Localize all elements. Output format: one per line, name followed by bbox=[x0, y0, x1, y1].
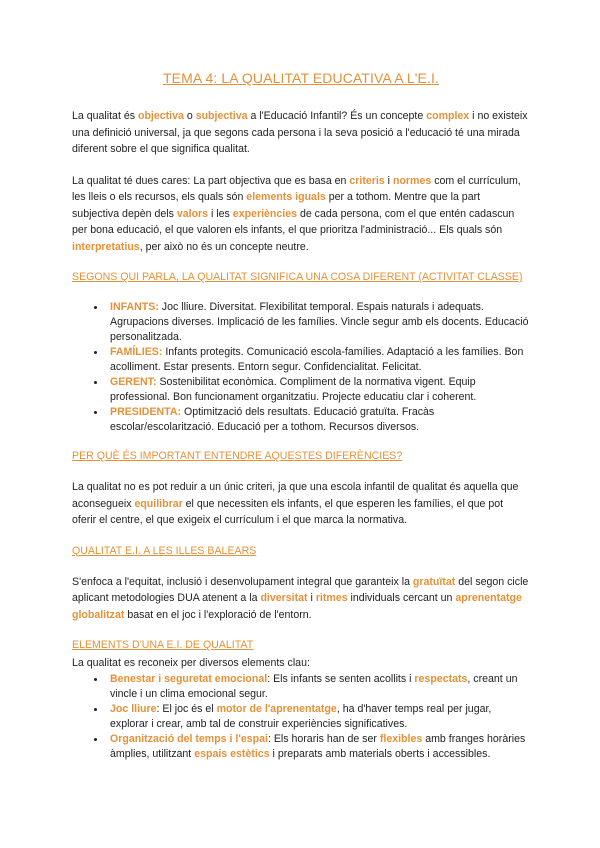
text-run: : Els horaris han de ser bbox=[267, 732, 380, 745]
text-run: de cada persona, com el que entén cadascun per bona educació, el que valoren els infants, el que prioritza l'administració... Els quals són bbox=[72, 207, 515, 236]
highlight-benestar: Benestar i seguretat emocional bbox=[110, 672, 268, 685]
text-run: i preparats amb materials oberts i accessibles. bbox=[269, 747, 491, 760]
importance-paragraph bbox=[72, 479, 530, 529]
text-run: i les bbox=[208, 207, 233, 220]
section-heading-elements: ELEMENTS D'UNA E.I. DE QUALITAT bbox=[72, 639, 254, 651]
highlight-ritmes: ritmes bbox=[315, 592, 348, 604]
text-run: amb franges horàries àmplies, utilitzant bbox=[110, 732, 526, 760]
highlight-objectiva: objectiva bbox=[137, 110, 184, 122]
list-item bbox=[106, 375, 530, 405]
text-run: per a tothom. Mentre que la part subjectiva depèn dels bbox=[72, 191, 481, 220]
text-run: i no existeix una definició universal, ja que segons cada persona i la seva posició a l'educació té una mirada diferent sobre el que significa qualitat. bbox=[72, 110, 528, 155]
highlight-motor: motor de l'aprenentatge bbox=[216, 702, 337, 715]
list-item bbox=[106, 732, 530, 762]
list-item-label: FAMÍLIES bbox=[110, 346, 159, 358]
section-heading-segons-qui-parla: SEGONS QUI PARLA, LA QUALITAT SIGNIFICA UNA COSA DIFERENT (ACTIVITAT CLASSE) bbox=[72, 271, 523, 283]
colon: : bbox=[158, 346, 163, 358]
text-run: , creant un vincle i un clima emocional segur. bbox=[110, 672, 518, 700]
text-run: o bbox=[183, 110, 196, 122]
text-run: i bbox=[307, 592, 316, 604]
list-item bbox=[106, 300, 530, 345]
list-item-label: INFANTS bbox=[110, 301, 156, 313]
list-item bbox=[106, 405, 530, 435]
list-item-label: PRESIDENTA bbox=[110, 406, 178, 418]
highlight-diversitat: diversitat bbox=[260, 592, 308, 604]
highlight-joc-lliure: Joc lliure bbox=[110, 702, 157, 715]
text-run: : Els infants se senten acollits i bbox=[267, 672, 415, 685]
list-item-text: Optimització dels resultats. Educació gratuïta. Fracàs escolar/escolarització. Educació per a tothom. Recursos diversos. bbox=[110, 406, 435, 433]
list-item bbox=[106, 345, 530, 375]
colon: : bbox=[152, 376, 157, 388]
text-run: : El joc és el bbox=[156, 702, 217, 715]
text-run: La qualitat no es pot reduir a un únic criteri, ja que una escola infantil de qualitat és aquella que aconsegueix bbox=[72, 481, 519, 510]
text-run: La qualitat és bbox=[72, 110, 138, 122]
highlight-criteris: criteris bbox=[349, 174, 385, 187]
list-item-text: Infants protegits. Comunicació escola-famílies. Adaptació a les famílies. Bon acolliment. Estar presents. Entorn segur. Confidencialitat. Felicitat. bbox=[110, 346, 524, 373]
list-item bbox=[106, 672, 530, 702]
balears-paragraph bbox=[72, 574, 530, 624]
list-item bbox=[106, 702, 530, 732]
text-run: el que necessiten els infants, el que esperen les famílies, el que pot oferir el centre, el que exigeix el currículum i el que marca la normativa. bbox=[72, 497, 504, 526]
text-run: , per això no és un concepte neutre. bbox=[139, 240, 309, 253]
highlight-aprenentatge-globalitzat: aprenentatge globalitzat bbox=[72, 592, 522, 621]
highlight-elements-iguals: elements iguals bbox=[246, 191, 326, 203]
colon: : bbox=[177, 406, 182, 418]
highlight-respectats: respectats bbox=[414, 672, 468, 685]
text-run: del segon cicle aplicant metodologies DUA atenent a la bbox=[72, 575, 529, 604]
section-heading-illes-balears: QUALITAT E.I. A LES ILLES BALEARS bbox=[72, 544, 257, 557]
highlight-gratuitat: gratuïtat bbox=[412, 575, 456, 588]
highlight-subjectiva: subjectiva bbox=[195, 110, 248, 122]
highlight-valors: valors bbox=[176, 207, 209, 220]
highlight-complex: complex bbox=[426, 110, 470, 122]
text-run: La qualitat té dues cares: La part objectiva que es basa en bbox=[72, 174, 350, 187]
highlight-equilibrar: equilibrar bbox=[134, 497, 183, 510]
highlight-flexibles: flexibles bbox=[379, 732, 423, 745]
text-run: com el currículum, les lleis o els recursos, els quals són bbox=[72, 174, 521, 203]
quality-elements-list bbox=[72, 672, 530, 762]
highlight-espais-estetics: espais estètics bbox=[194, 747, 270, 760]
highlight-organitzacio: Organització del temps i l'espai bbox=[110, 732, 268, 745]
text-run: , ha d'haver temps real per jugar, explorar i crear, amb tal de construir experiències significatives. bbox=[110, 702, 492, 730]
text-run: a l'Educació Infantil? És un concepte bbox=[247, 110, 427, 122]
intro-paragraph bbox=[72, 108, 530, 158]
list-item-text: Joc lliure. Diversitat. Flexibilitat temporal. Espais naturals i adequats. Agrupacions diverses. Implicació de les famílies. Vincle segur amb els docents. Educació personalitzada. bbox=[110, 301, 529, 343]
list-item-text: Sostenibilitat econòmica. Compliment de la normativa vigent. Equip professional. Bon funcionament organitzatiu. Projecte educatiu clar i coherent. bbox=[110, 376, 477, 403]
highlight-normes: normes bbox=[392, 174, 432, 187]
stakeholder-list bbox=[72, 300, 530, 435]
text-run: S'enfoca a l'equitat, inclusió i desenvolupament integral que garanteix la bbox=[72, 575, 413, 588]
highlight-experiencies: experiències bbox=[232, 207, 297, 220]
text-run: i bbox=[384, 174, 393, 187]
colon: : bbox=[155, 301, 159, 313]
list-item-label: GERENT bbox=[110, 376, 153, 388]
elements-intro: La qualitat es reconeix per diversos elements clau: bbox=[72, 657, 310, 669]
text-run: individuals cercant un bbox=[347, 592, 456, 604]
page-title: TEMA 4: LA QUALITAT EDUCATIVA A L'E.I. bbox=[163, 70, 439, 86]
text-run: basat en el joc i l'exploració de l'entorn. bbox=[124, 608, 312, 621]
two-sides-paragraph bbox=[72, 173, 530, 256]
section-heading-per-que: PER QUÈ ÉS IMPORTANT ENTENDRE AQUESTES DIFERÈNCIES? bbox=[72, 450, 403, 462]
highlight-interpretatius: interpretatius bbox=[72, 240, 140, 253]
